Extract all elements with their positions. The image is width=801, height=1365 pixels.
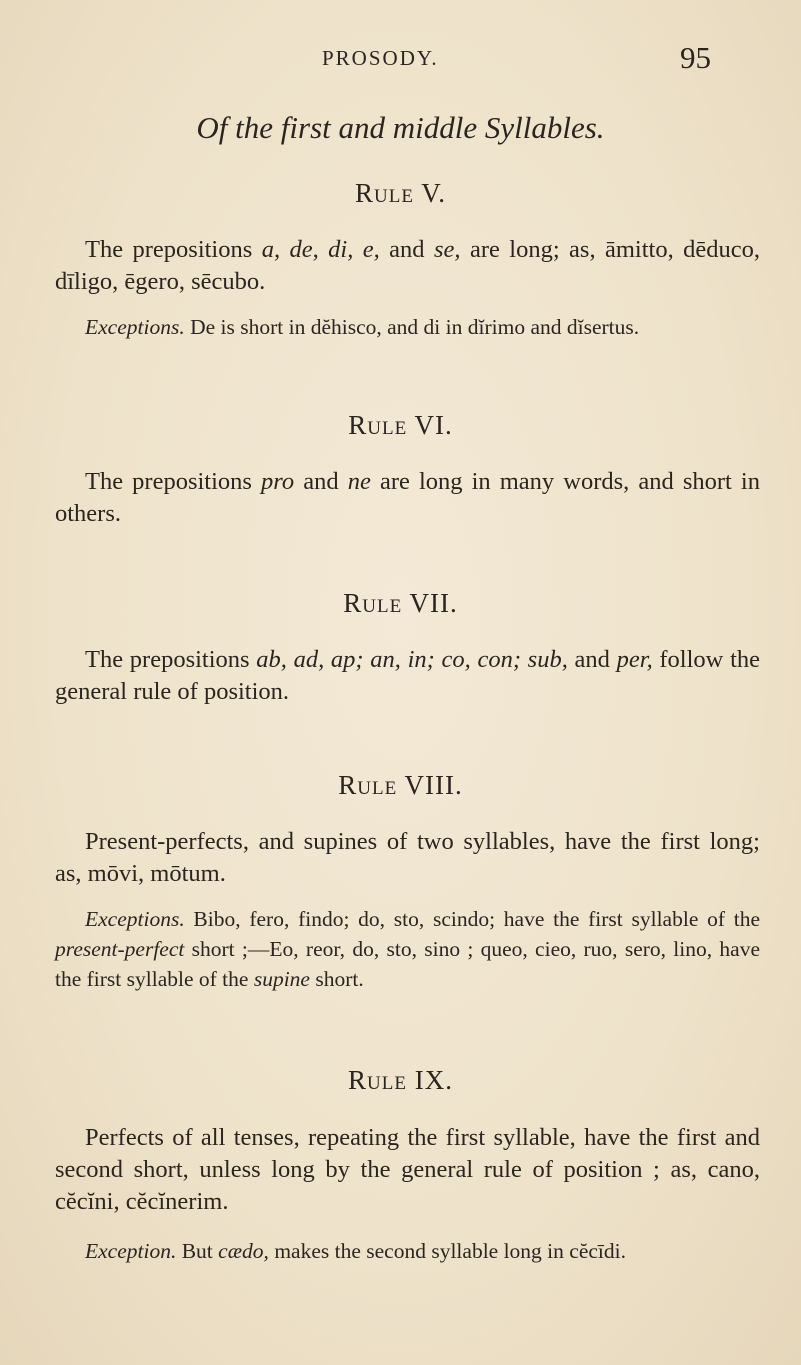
exceptions-paragraph: Exceptions. Bibo, fero, findo; do, sto, scindo; have the first syllable of the present-perfect short ;—Eo, reor, do, sto, sino ; queo, cieo, ruo, sero, lino, have the first syllable of the supine short. bbox=[55, 907, 760, 991]
italic-text: supine bbox=[253, 967, 310, 991]
italic-text: ab, ad, ap; an, in; co, con; sub, bbox=[256, 646, 568, 673]
exception-paragraph: Exception. But cædo, makes the second syllable long in cĕcīdi. bbox=[85, 1239, 626, 1263]
italic-text: Exceptions. bbox=[85, 315, 185, 339]
rule-heading: Rule VII. bbox=[343, 588, 458, 618]
italic-text: present-perfect bbox=[55, 937, 185, 961]
rule-heading: Rule VI. bbox=[348, 410, 453, 440]
rule-paragraph: The prepositions a, de, di, e, and se, are long; as, āmitto, dēduco, dīligo, ēgero, sēcubo. bbox=[55, 236, 761, 295]
rule-heading: Rule VIII. bbox=[338, 770, 463, 800]
exceptions-paragraph: Exceptions. De is short in dĕhisco, and di in dĭrimo and dĭsertus. bbox=[85, 315, 640, 339]
italic-text: per, bbox=[616, 646, 653, 673]
page-header bbox=[0, 40, 801, 80]
italic-text: cædo, bbox=[218, 1239, 269, 1263]
italic-text: ne bbox=[347, 468, 371, 495]
italic-text: se, bbox=[433, 236, 461, 263]
section-title: Of the first and middle Syllables. bbox=[196, 110, 605, 145]
rule-paragraph: Present-perfects, and supines of two syllables, have the first long; as, mōvi, mōtum. bbox=[55, 828, 760, 887]
page-number: 95 bbox=[680, 40, 711, 75]
italic-text: Exception. bbox=[85, 1239, 177, 1263]
italic-text: a, de, di, e, bbox=[261, 236, 380, 263]
rule-paragraph: The prepositions ab, ad, ap; an, in; co, con; sub, and per, follow the general rule of position. bbox=[55, 646, 760, 705]
rule-heading: Rule V. bbox=[355, 178, 446, 208]
rule-heading: Rule IX. bbox=[348, 1065, 453, 1095]
running-head: PROSODY. bbox=[322, 46, 439, 70]
italic-text: Exceptions. bbox=[85, 907, 185, 931]
rule-paragraph: The prepositions pro and ne are long in many words, and short in others. bbox=[55, 468, 760, 527]
italic-text: pro bbox=[261, 468, 295, 495]
rule-paragraph: Perfects of all tenses, repeating the first syllable, have the first and second short, unless long by the general rule of position ; as, cano, cĕcĭni, cĕcĭnerim. bbox=[55, 1124, 760, 1215]
